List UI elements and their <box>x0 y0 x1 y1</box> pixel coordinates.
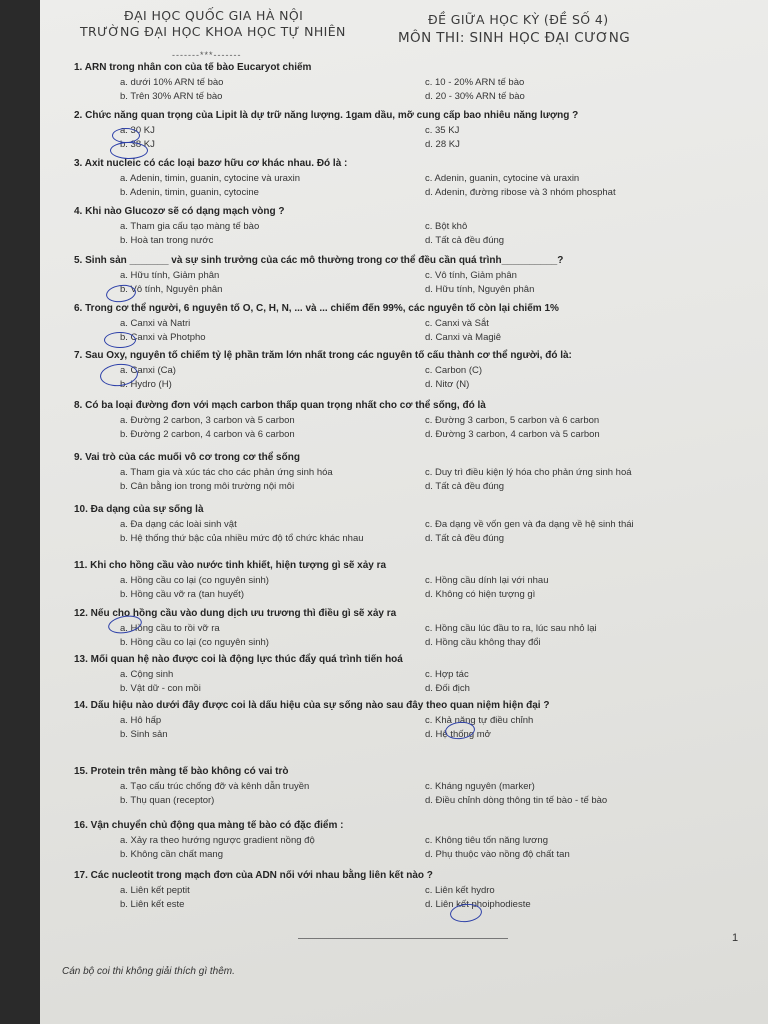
footer-rule <box>298 938 508 939</box>
question-16-option-a: a. Xảy ra theo hướng ngược gradient nồng độ <box>120 835 315 846</box>
question-11-option-a: a. Hồng cầu co lại (co nguyên sinh) <box>120 575 269 586</box>
question-9-option-c: c. Duy trì điều kiện lý hóa cho phản ứng sinh hoá <box>425 467 632 478</box>
question-12-option-b: b. Hồng cầu co lại (co nguyên sinh) <box>120 637 269 648</box>
question-7-option-d: d. Nitơ (N) <box>425 379 470 390</box>
question-15-option-d: d. Điều chỉnh dòng thông tin tế bào - tế bào <box>425 795 608 806</box>
question-17-text: 17. Các nucleotit trong mạch đơn của ADN nối với nhau bằng liên kết nào ? <box>74 870 433 881</box>
university-name: ĐẠI HỌC QUỐC GIA HÀ NỘI <box>124 8 304 23</box>
question-3-option-c: c. Adenin, guanin, cytocine và uraxin <box>425 173 580 184</box>
exam-subject: MÔN THI: SINH HỌC ĐẠI CƯƠNG <box>398 30 631 46</box>
exam-sheet <box>40 0 768 1024</box>
question-2-option-c: c. 35 KJ <box>425 125 460 136</box>
question-3-option-b: b. Adenin, timin, guanin, cytocine <box>120 187 259 198</box>
question-3-text: 3. Axit nucleic có các loại bazơ hữu cơ khác nhau. Đó là : <box>74 158 348 169</box>
question-11-text: 11. Khi cho hồng cầu vào nước tinh khiết, hiện tượng gì sẽ xảy ra <box>74 560 387 571</box>
answer-circle-q2-b <box>110 142 148 159</box>
question-4-option-c: c. Bột khô <box>425 221 468 232</box>
question-15-option-c: c. Kháng nguyên (marker) <box>425 781 535 792</box>
question-11-option-d: d. Không có hiện tượng gì <box>425 589 536 600</box>
question-7-option-c: c. Carbon (C) <box>425 365 483 376</box>
question-13-text: 13. Mối quan hệ nào được coi là động lực thúc đẩy quá trình tiến hoá <box>74 654 403 665</box>
question-5-option-d: d. Hữu tính, Nguyên phân <box>425 284 535 295</box>
question-8-text: 8. Có ba loại đường đơn với mạch carbon thấp quan trọng nhất cho cơ thể sống, đó là <box>74 400 486 411</box>
answer-circle-q6-b <box>104 332 136 348</box>
question-5-option-a: a. Hữu tính, Giảm phân <box>120 270 220 281</box>
question-9-option-a: a. Tham gia và xúc tác cho các phản ứng sinh hóa <box>120 467 333 478</box>
question-17-option-c: c. Liên kết hydro <box>425 885 495 896</box>
question-13-option-b: b. Vật dữ - con mồi <box>120 683 201 694</box>
question-16-option-b: b. Không cần chất mang <box>120 849 223 860</box>
question-15-text: 15. Protein trên màng tế bào không có vai trò <box>74 766 289 777</box>
question-6-option-d: d. Canxi và Magiê <box>425 332 502 343</box>
question-8-option-c: c. Đường 3 carbon, 5 carbon và 6 carbon <box>425 415 600 426</box>
question-16-option-c: c. Không tiêu tốn năng lương <box>425 835 548 846</box>
question-4-text: 4. Khi nào Glucozơ sẽ có dạng mạch vòng ? <box>74 206 285 217</box>
question-2-option-d: d. 28 KJ <box>425 139 460 150</box>
question-14-text: 14. Dấu hiệu nào dưới đây được coi là dấu hiệu của sự sống nào sau đây theo quan niệm hiện đại ? <box>74 700 550 711</box>
question-9-option-b: b. Cân bằng ion trong môi trường nội môi <box>120 481 295 492</box>
question-15-option-b: b. Thụ quan (receptor) <box>120 795 215 806</box>
question-9-option-d: d. Tất cả đều đúng <box>425 481 505 492</box>
page-number: 1 <box>732 932 739 944</box>
school-name: TRƯỜNG ĐẠI HỌC KHOA HỌC TỰ NHIÊN <box>80 24 346 39</box>
question-16-option-d: d. Phụ thuộc vào nồng độ chất tan <box>425 849 570 860</box>
question-10-option-a: a. Đa dạng các loài sinh vật <box>120 519 237 530</box>
question-11-option-b: b. Hồng cầu vỡ ra (tan huyết) <box>120 589 244 600</box>
question-3-option-d: d. Adenin, đường ribose và 3 nhóm phosphat <box>425 187 616 198</box>
question-7-text: 7. Sau Oxy, nguyên tố chiếm tỷ lệ phần trăm lớn nhất trong các nguyên tố cấu thành cơ thể người, đó là: <box>74 350 572 361</box>
answer-circle-q5-b <box>105 283 137 304</box>
question-8-option-a: a. Đường 2 carbon, 3 carbon và 5 carbon <box>120 415 295 426</box>
question-9-text: 9. Vai trò của các muối vô cơ trong cơ thể sống <box>74 452 300 463</box>
question-6-option-a: a. Canxi và Natri <box>120 318 191 329</box>
question-10-option-b: b. Hệ thống thứ bậc của nhiều mức độ tổ chức khác nhau <box>120 533 364 544</box>
question-10-text: 10. Đa dạng của sự sống là <box>74 504 204 515</box>
question-3-option-a: a. Adenin, timin, guanin, cytocine và uraxin <box>120 173 301 184</box>
question-4-option-d: d. Tất cả đều đúng <box>425 235 505 246</box>
question-10-option-c: c. Đa dạng về vốn gen và đa dạng về hệ sinh thái <box>425 519 634 530</box>
question-13-option-a: a. Cộng sinh <box>120 669 174 680</box>
answer-circle-q2-a <box>112 128 140 143</box>
question-14-option-c: c. Khả năng tự điều chỉnh <box>425 715 534 726</box>
question-14-option-b: b. Sinh sản <box>120 729 168 740</box>
question-13-option-d: d. Đối địch <box>425 683 470 694</box>
exam-title: ĐỀ GIỮA HỌC KỲ (ĐỀ SỐ 4) <box>428 12 609 27</box>
question-15-option-a: a. Tạo cấu trúc chống đỡ và kênh dẫn truyền <box>120 781 310 792</box>
question-12-option-a: a. Hồng cầu to rồi vỡ ra <box>120 623 220 634</box>
question-6-text: 6. Trong cơ thể người, 6 nguyên tố O, C, H, N, ... và ... chiếm đến 99%, các nguyên tố còn lại chiếm 1% <box>74 303 559 314</box>
question-1-option-c: c. 10 - 20% ARN tế bào <box>425 77 525 88</box>
question-5-option-c: c. Vô tính, Giảm phân <box>425 270 517 281</box>
question-11-option-c: c. Hồng cầu dính lại với nhau <box>425 575 549 586</box>
question-4-option-a: a. Tham gia cấu tạo màng tế bào <box>120 221 260 232</box>
question-2-option-b: b. 38 KJ <box>120 139 155 150</box>
question-1-option-b: b. Trên 30% ARN tế bào <box>120 91 223 102</box>
question-10-option-d: d. Tất cả đều đúng <box>425 533 505 544</box>
question-8-option-d: d. Đường 3 carbon, 4 carbon và 5 carbon <box>425 429 600 440</box>
question-6-option-c: c. Canxi và Sắt <box>425 318 489 329</box>
question-2-text: 2. Chức năng quan trọng của Lipit là dự trữ năng lượng. 1gam dầu, mỡ cung cấp bao nhiêu năng lượng ? <box>74 110 579 121</box>
question-12-option-d: d. Hồng cầu không thay đổi <box>425 637 541 648</box>
question-1-text: 1. ARN trong nhân con của tế bào Eucaryot chiếm <box>74 62 312 73</box>
question-14-option-d: d. Hệ thống mở <box>425 729 491 740</box>
question-1-option-d: d. 20 - 30% ARN tế bào <box>425 91 525 102</box>
question-2-option-a: a. 30 KJ <box>120 125 155 136</box>
footer-note: Cán bộ coi thi không giải thích gì thêm. <box>62 966 235 977</box>
question-17-option-a: a. Liên kết peptit <box>120 885 190 896</box>
question-17-option-b: b. Liên kết este <box>120 899 185 910</box>
question-5-option-b: b. Vô tính, Nguyên phân <box>120 284 223 295</box>
question-8-option-b: b. Đường 2 carbon, 4 carbon và 6 carbon <box>120 429 295 440</box>
question-12-option-c: c. Hồng cầu lúc đầu to ra, lúc sau nhỏ lại <box>425 623 597 634</box>
question-14-option-a: a. Hô hấp <box>120 715 162 726</box>
question-4-option-b: b. Hoà tan trong nước <box>120 235 214 246</box>
question-1-option-a: a. dưới 10% ARN tế bào <box>120 77 224 88</box>
question-7-option-a: a. Canxi (Ca) <box>120 365 176 376</box>
question-16-text: 16. Vận chuyển chủ động qua màng tế bào có đặc điểm : <box>74 820 344 831</box>
header-decoration: -------***------- <box>172 50 242 60</box>
question-12-text: 12. Nếu cho hồng cầu vào dung dịch ưu trương thì điều gì sẽ xảy ra <box>74 608 397 619</box>
question-7-option-b: b. Hydro (H) <box>120 379 172 390</box>
question-13-option-c: c. Hợp tác <box>425 669 469 680</box>
question-6-option-b: b. Canxi và Photpho <box>120 332 206 343</box>
question-5-text: 5. Sinh sản _______ và sự sinh trưởng của các mô thường trong cơ thể đều cần quá trình__________? <box>74 255 564 266</box>
question-17-option-d: d. Liên kết phoiphodieste <box>425 899 531 910</box>
